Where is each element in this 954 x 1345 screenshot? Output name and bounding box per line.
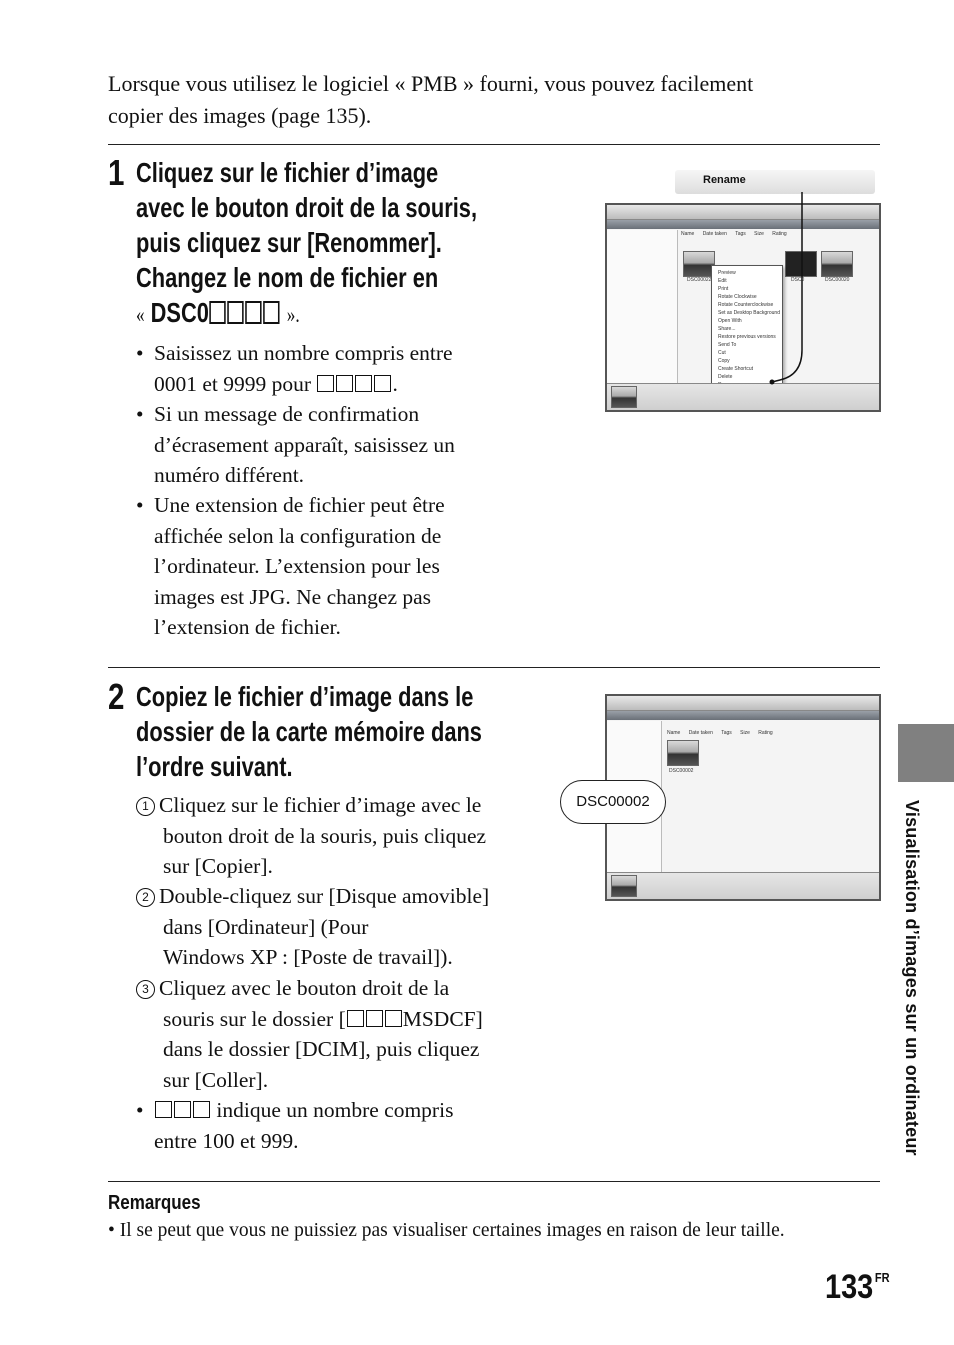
numbered-item: 1 Cliquez sur le fichier d’image avec le bouton droit de la souris, puis cliquez sur [Copier]. [136, 790, 556, 882]
side-section-label: Visualisation d’images sur un ordinateur [902, 800, 922, 1156]
divider [108, 1181, 880, 1182]
window-toolbar [607, 220, 879, 229]
heading-line: puis cliquez sur [Renommer]. [136, 227, 442, 258]
context-menu-item[interactable]: Create Shortcut [718, 366, 754, 372]
context-menu-item[interactable]: Share... [718, 326, 736, 332]
intro-paragraph [108, 68, 888, 132]
explorer-screenshot-rename: Name Date taken Tags Size Rating DSC00022 DSC0 DSC00020 Preview Edit Print Rotate Clockwise Rotate Counterclockwise Set as Desktop Background Open With Share... Restore previous versions Send To Cut Copy Create Shortcut Delete [605, 203, 881, 412]
context-menu-item[interactable]: Rotate Counterclockwise [718, 302, 774, 308]
divider [108, 667, 880, 668]
step-1-number: 1 [108, 152, 125, 193]
context-menu-item[interactable]: Open With [718, 318, 742, 324]
step-2-number: 2 [108, 676, 125, 717]
photo-thumbnail[interactable] [821, 251, 853, 277]
page-number: 133 $^{FR}$ [825, 1268, 890, 1306]
filename-code: DSC0 [150, 297, 209, 328]
step-2-heading [136, 679, 557, 784]
heading-line: Copiez le fichier d’image dans le [136, 681, 474, 712]
context-menu-item[interactable]: Copy [718, 358, 730, 364]
context-menu-item[interactable]: Cut [718, 350, 726, 356]
heading-line: l’ordre suivant. [136, 751, 293, 782]
heading-line: avec le bouton droit de la souris, [136, 192, 478, 223]
context-menu-item[interactable]: Edit [718, 278, 727, 284]
context-menu-item[interactable]: Delete [718, 374, 733, 380]
numbered-item: 3 Cliquez avec le bouton droit de la souris sur le dossier [ MSDCF] dans le dossier [DCIM], puis cliquez sur [Coller]. [136, 973, 556, 1095]
step-1-heading [136, 155, 557, 332]
context-menu-item[interactable]: Restore previous versions [718, 334, 776, 340]
explorer-screenshot-copy: Name Date taken Tags Size Rating DSC00002 [605, 694, 881, 901]
context-menu-item[interactable]: Preview [718, 270, 736, 276]
context-menu-item[interactable]: Print [718, 286, 729, 292]
filename-callout: DSC00002 [560, 780, 666, 824]
window-titlebar [607, 205, 879, 220]
heading-line: « DSC0 ». [136, 297, 300, 328]
intro-line: copier des images (page 135). [108, 103, 372, 128]
heading-line: Changez le nom de fichier en [136, 262, 439, 293]
intro-line: Lorsque vous utilisez le logiciel « PMB » fourni, vous pouvez facilement [108, 71, 754, 96]
remarks-bullet: • Il se peut que vous ne puissiez pas visualiser certaines images en raison de leur taille. [108, 1220, 785, 1241]
remarks-title: Remarques [108, 1192, 201, 1214]
heading-line: Cliquez sur le fichier d’image [136, 157, 439, 188]
context-menu-item[interactable]: Set as Desktop Background [718, 310, 780, 316]
window-titlebar [607, 696, 879, 711]
divider [108, 144, 880, 145]
folder-pane [607, 230, 678, 384]
rename-menu-zoom: Rename [675, 170, 875, 194]
numbered-item: 2 Double-cliquez sur [Disque amovible] dans [Ordinateur] (Pour Windows XP : [Poste de travail]). [136, 881, 556, 973]
context-menu-item[interactable]: Rotate Clockwise [718, 294, 757, 300]
photo-thumbnail[interactable] [667, 740, 699, 766]
chapter-tab [898, 724, 954, 782]
context-menu-item[interactable]: Send To [718, 342, 737, 348]
heading-line: dossier de la carte mémoire dans [136, 716, 482, 747]
window-toolbar [607, 711, 879, 720]
details-pane [607, 383, 879, 410]
details-pane [607, 872, 879, 899]
callout-line [760, 190, 810, 390]
